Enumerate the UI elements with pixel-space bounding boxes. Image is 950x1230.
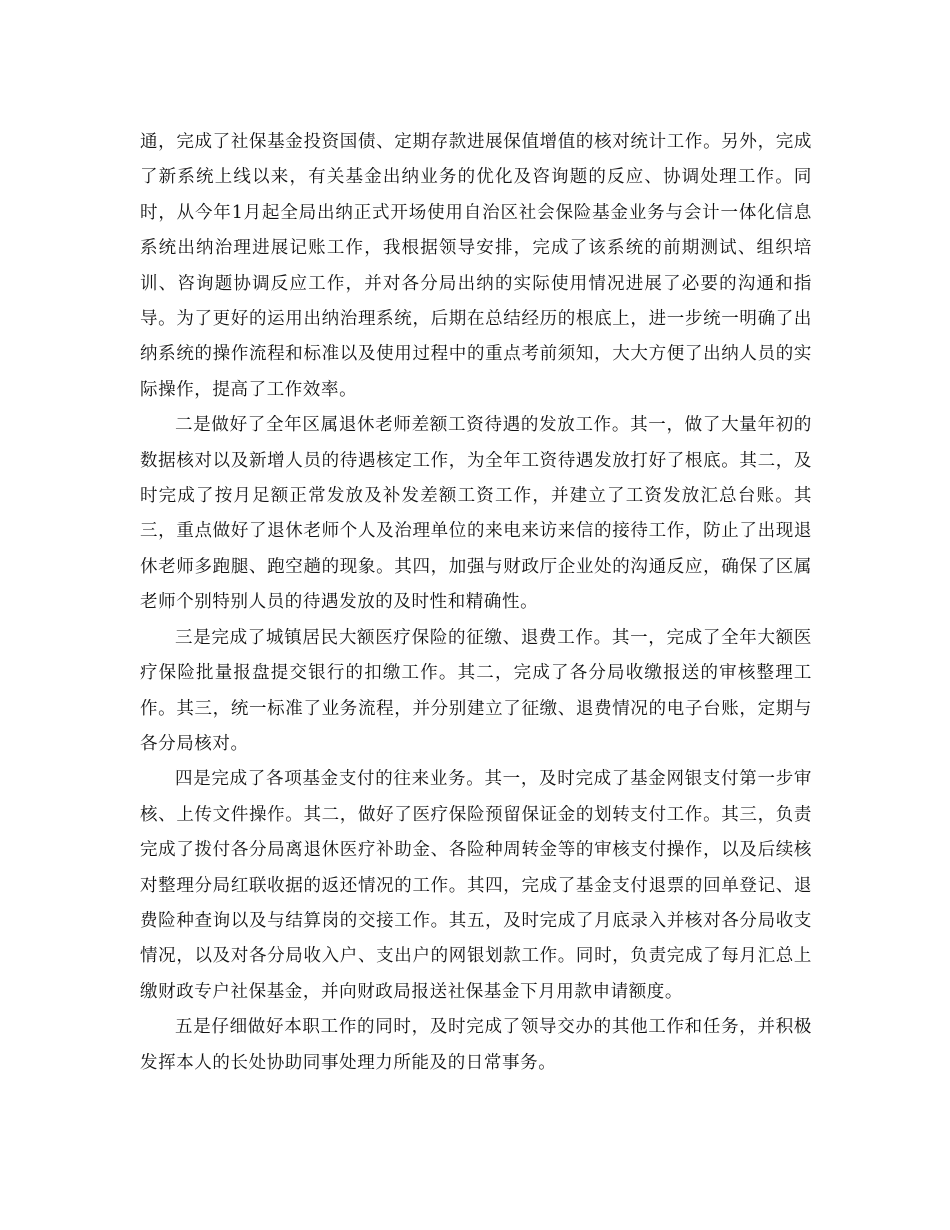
paragraph-2: 二是做好了全年区属退休老师差额工资待遇的发放工作。其一，做了大量年初的数据核对以及新增人员的待遇核定工作，为全年工资待遇发放打好了根底。其二，及时完成了按月足额正常发放及补发差额工资工作，并建立了工资发放汇总台账。其三，重点做好了退休老师个人及治理单位的来电来访来信的接待工作，防止了出现退休老师多跑腿、跑空趟的现象。其四，加强与财政厅企业处的沟通反应，确保了区属老师个别特别人员的待遇发放的及时性和精确性。 (140, 415, 812, 613)
paragraph-3: 三是完成了城镇居民大额医疗保险的征缴、退费工作。其一，完成了全年大额医疗保险批量报盘提交银行的扣缴工作。其二，完成了各分局收缴报送的审核整理工作。其三，统一标准了业务流程，并分别建立了征缴、退费情况的电子台账，定期与各分局核对。 (140, 627, 812, 754)
paragraph-4: 四是完成了各项基金支付的往来业务。其一，及时完成了基金网银支付第一步审核、上传文件操作。其二，做好了医疗保险预留保证金的划转支付工作。其三，负责完成了拨付各分局离退休医疗补助金、各险种周转金等的审核支付操作，以及后续核对整理分局红联收据的返还情况的工作。其四，完成了基金支付退票的回单登记、退费险种查询以及与结算岗的交接工作。其五，及时完成了月底录入并核对各分局收支情况，以及对各分局收入户、支出户的网银划款工作。同时，负责完成了每月汇总上缴财政专户社保基金，并向财政局报送社保基金下月用款申请额度。 (140, 769, 812, 1002)
document-body (140, 125, 812, 1081)
paragraph-continuation: 通，完成了社保基金投资国债、定期存款进展保值增值的核对统计工作。另外，完成了新系统上线以来，有关基金出纳业务的优化及咨询题的反应、协调处理工作。同时，从今年1月起全局出纳正式开场使用自治区社会保险基金业务与会计一体化信息系统出纳治理进展记账工作，我根据领导安排，完成了该系统的前期测试、组织培训、咨询题协调反应工作，并对各分局出纳的实际使用情况进展了必要的沟通和指导。为了更好的运用出纳治理系统，后期在总结经历的根底上，进一步统一明确了出纳系统的操作流程和标准以及使用过程中的重点考前须知，大大方便了出纳人员的实际操作，提高了工作效率。 (140, 132, 812, 400)
paragraph-5: 五是仔细做好本职工作的同时，及时完成了领导交办的其他工作和任务，并积极发挥本人的长处协助同事处理力所能及的日常事务。 (140, 1017, 812, 1073)
